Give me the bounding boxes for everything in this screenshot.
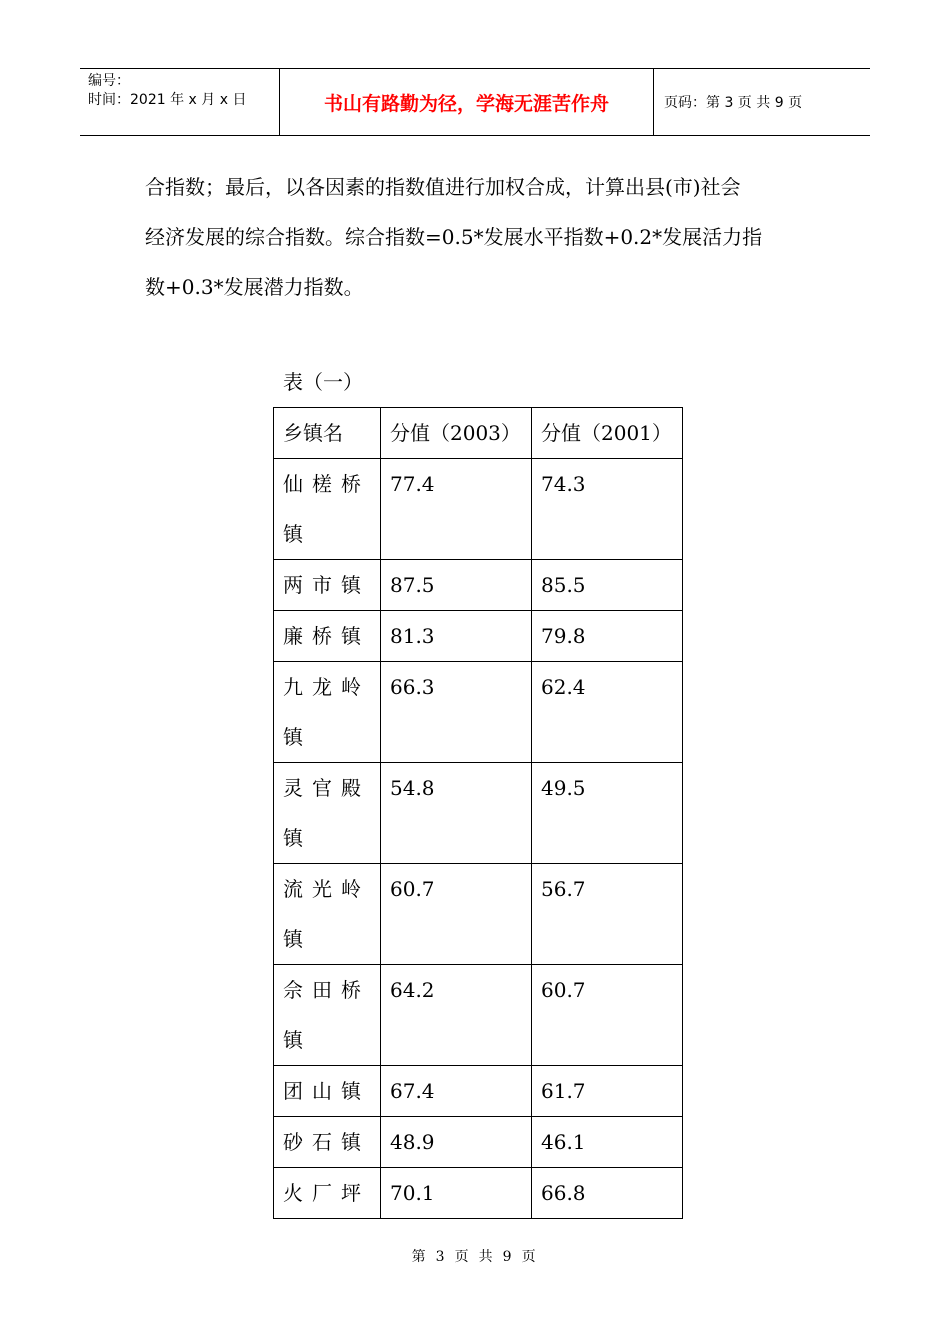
- column-header: 乡镇名: [274, 408, 381, 459]
- table-row: [274, 560, 683, 611]
- score-2003-cell: 54.8: [381, 763, 532, 864]
- town-name-cell: 九龙岭镇: [274, 662, 381, 763]
- score-2001-cell: 66.8: [532, 1168, 683, 1219]
- page-footer: 第 3 页 共 9 页: [411, 1249, 539, 1265]
- score-2001-cell: 74.3: [532, 459, 683, 560]
- score-2001-cell: 56.7: [532, 864, 683, 965]
- table-row: [274, 763, 683, 864]
- score-2001-cell: 61.7: [532, 1066, 683, 1117]
- table-row: [274, 1168, 683, 1219]
- table-row: [274, 662, 683, 763]
- score-2003-cell: 60.7: [381, 864, 532, 965]
- town-name-cell: 灵官殿镇: [274, 763, 381, 864]
- table-row: [274, 1066, 683, 1117]
- score-2003-cell: 48.9: [381, 1117, 532, 1168]
- score-2001-cell: 62.4: [532, 662, 683, 763]
- score-2001-cell: 49.5: [532, 763, 683, 864]
- town-name-cell: 佘田桥镇: [274, 965, 381, 1066]
- score-2001-cell: 60.7: [532, 965, 683, 1066]
- column-header: 分值（2003）: [381, 408, 532, 459]
- score-2003-cell: 66.3: [381, 662, 532, 763]
- page-header: [80, 68, 870, 136]
- body-line: 数+0.3*发展潜力指数。: [145, 275, 364, 299]
- score-2001-cell: 46.1: [532, 1117, 683, 1168]
- town-name-cell: 砂石镇: [274, 1117, 381, 1168]
- town-name-cell: 火厂坪: [274, 1168, 381, 1219]
- score-2001-cell: 85.5: [532, 560, 683, 611]
- table-row: [274, 864, 683, 965]
- town-name-cell: 团山镇: [274, 1066, 381, 1117]
- column-header: 分值（2001）: [532, 408, 683, 459]
- table-header-row: [274, 408, 683, 459]
- score-2001-cell: 79.8: [532, 611, 683, 662]
- table-row: [274, 1117, 683, 1168]
- table-row: [274, 459, 683, 560]
- town-name-cell: 仙槎桥镇: [274, 459, 381, 560]
- document-number-label: 编号：: [88, 73, 130, 89]
- table-row: [274, 965, 683, 1066]
- town-name-cell: 廉桥镇: [274, 611, 381, 662]
- score-2003-cell: 87.5: [381, 560, 532, 611]
- header-meta: [80, 69, 280, 135]
- town-name-cell: 流光岭镇: [274, 864, 381, 965]
- town-name-cell: 两市镇: [274, 560, 381, 611]
- town-score-table: [273, 407, 683, 1219]
- score-2003-cell: 67.4: [381, 1066, 532, 1117]
- score-2003-cell: 81.3: [381, 611, 532, 662]
- table-caption: 表（一）: [283, 370, 363, 394]
- header-motto: 书山有路勤为径，学海无涯苦作舟: [280, 69, 654, 135]
- table-row: [274, 611, 683, 662]
- body-paragraph: [145, 162, 820, 312]
- body-line: 合指数；最后，以各因素的指数值进行加权合成，计算出县(市)社会: [145, 175, 741, 199]
- document-time-label: 时间：2021 年 x 月 x 日: [88, 92, 247, 108]
- score-2003-cell: 70.1: [381, 1168, 532, 1219]
- score-2003-cell: 64.2: [381, 965, 532, 1066]
- body-line: 经济发展的综合指数。综合指数=0.5*发展水平指数+0.2*发展活力指: [145, 225, 763, 249]
- header-page-info: 页码：第 3 页 共 9 页: [664, 95, 803, 111]
- score-2003-cell: 77.4: [381, 459, 532, 560]
